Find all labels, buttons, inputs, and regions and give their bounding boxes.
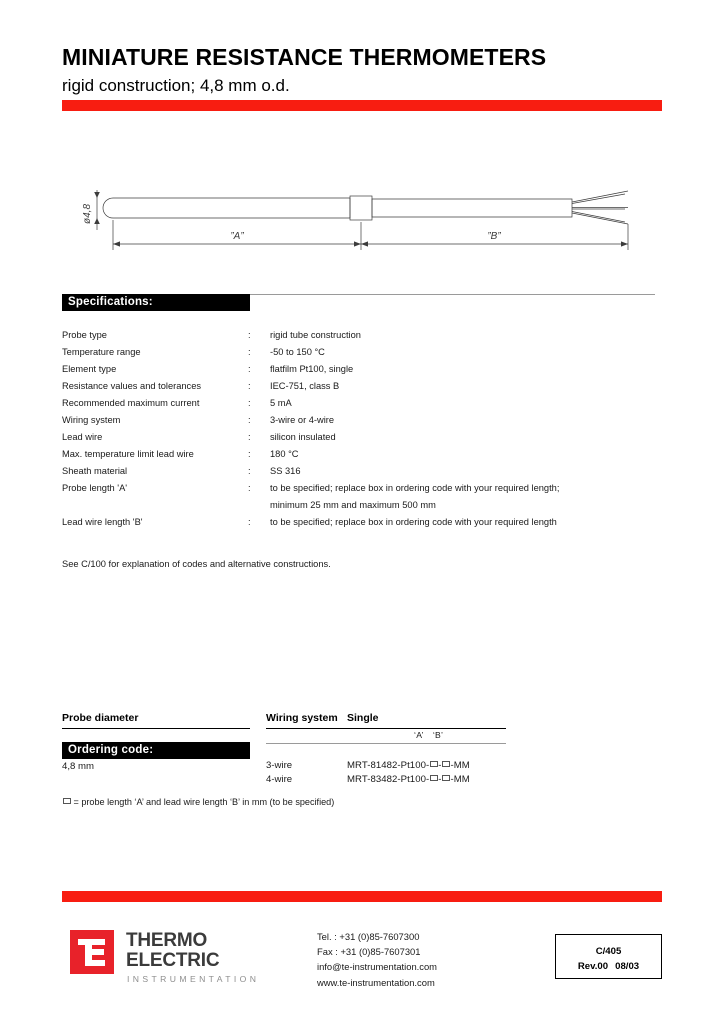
spec-label: Probe length 'A' <box>62 483 128 493</box>
spec-row <box>62 483 662 510</box>
specifications-heading: Specifications: <box>62 294 250 311</box>
spec-label: Lead wire <box>62 432 103 442</box>
ordering-footnote <box>62 797 334 807</box>
ordering-code-heading: Ordering code: <box>62 742 250 759</box>
contact-fax: Fax : +31 (0)85-7607301 <box>317 946 421 958</box>
spec-label: Recommended maximum current <box>62 398 200 408</box>
spec-colon: : <box>248 364 251 374</box>
spec-colon: : <box>248 516 251 527</box>
spec-value <box>270 483 662 510</box>
label-b: ‘B’ <box>432 730 444 740</box>
spec-value-line1: to be specified; replace box in ordering code with your required length; <box>270 483 560 493</box>
red-divider-bottom <box>62 891 662 902</box>
logo-line-instrumentation: INSTRUMENTATION <box>127 974 260 984</box>
code-prefix: MRT-83482-Pt100- <box>347 773 430 785</box>
placeholder-box-b-icon <box>442 761 450 767</box>
page-subtitle: rigid construction; 4,8 mm o.d. <box>62 76 290 95</box>
te-monogram-icon <box>70 930 114 974</box>
document-code: C/405 <box>595 946 622 957</box>
spec-row <box>62 364 662 374</box>
header-underline-left <box>62 728 250 729</box>
document-revision <box>556 961 661 972</box>
row-order-code <box>347 759 470 773</box>
spec-label: Probe type <box>62 330 107 340</box>
code-mid: - <box>438 760 442 771</box>
placeholder-box-icon <box>63 798 71 804</box>
page-title: MINIATURE RESISTANCE THERMOMETERS <box>62 44 547 70</box>
contact-email[interactable]: info@te-instrumentation.com <box>317 961 437 973</box>
spec-colon: : <box>248 330 251 340</box>
table-row <box>266 759 470 773</box>
logo-line-thermo: THERMO <box>126 930 208 951</box>
spec-label: Wiring system <box>62 415 121 425</box>
spec-colon: : <box>248 449 251 459</box>
spec-colon: : <box>248 483 251 493</box>
spec-value: -50 to 150 °C <box>270 347 325 357</box>
placeholder-box-b-icon <box>442 775 450 781</box>
probe-technical-drawing <box>80 178 640 260</box>
spec-value: flatfilm Pt100, single <box>270 364 354 374</box>
code-mid: - <box>438 773 442 785</box>
probe-diameter-value: 4,8 mm <box>62 761 94 772</box>
spec-row <box>62 398 662 408</box>
spec-value-line2: minimum 25 mm and maximum 500 mm <box>270 499 436 510</box>
table-row <box>266 773 470 787</box>
diameter-label: ø4,8 <box>82 203 93 225</box>
spec-value: 3-wire or 4-wire <box>270 415 335 425</box>
spec-colon: : <box>248 381 251 391</box>
spec-label: Temperature range <box>62 347 141 357</box>
spec-row <box>62 330 662 340</box>
row-wiring-type: 4-wire <box>266 773 293 785</box>
code-prefix: MRT-81482-Pt100- <box>347 760 430 771</box>
order-code-rows <box>266 759 470 786</box>
spec-label: Lead wire length 'B' <box>62 516 143 527</box>
spec-row <box>62 449 662 459</box>
spec-row <box>62 347 662 357</box>
spec-row <box>62 432 662 442</box>
placeholder-box-a-icon <box>430 761 438 767</box>
spec-colon: : <box>248 415 251 425</box>
spec-value: 5 mA <box>270 398 292 408</box>
ab-underline <box>266 743 506 744</box>
spec-colon: : <box>248 398 251 408</box>
row-wiring-type: 3-wire <box>266 760 293 771</box>
header-underline-right <box>266 728 506 729</box>
column-header-probe-diameter: Probe diameter <box>62 712 139 724</box>
specifications-list <box>62 330 662 534</box>
spec-value: rigid tube construction <box>270 330 361 340</box>
spec-value: to be specified; replace box in ordering code with your required length <box>270 516 557 527</box>
spec-label: Max. temperature limit lead wire <box>62 449 194 459</box>
placeholder-box-a-icon <box>430 775 438 781</box>
spec-row <box>62 381 662 391</box>
spec-colon: : <box>248 466 251 476</box>
code-suffix: -MM <box>450 760 470 771</box>
company-logo <box>70 928 280 998</box>
spec-colon: : <box>248 432 251 442</box>
row-order-code <box>347 773 470 787</box>
spec-label: Element type <box>62 364 117 374</box>
spec-row <box>62 466 662 476</box>
code-suffix: -MM <box>450 773 470 785</box>
contact-block <box>317 929 437 990</box>
spec-row <box>62 517 662 527</box>
probe-length-dimension-label: ”A” <box>230 231 244 242</box>
label-a: ‘A’ <box>414 730 424 740</box>
contact-website[interactable]: www.te-instrumentation.com <box>317 976 435 988</box>
contact-telephone: Tel. : +31 (0)85-7607300 <box>317 931 420 942</box>
spec-value: silicon insulated <box>270 432 336 442</box>
spec-value: 180 °C <box>270 449 299 459</box>
logo-line-electric: ELECTRIC <box>126 950 220 971</box>
footnote-text: = probe length ‘A’ and lead wire length ‘B’ in mm (to be specified) <box>73 797 335 807</box>
spec-value: SS 316 <box>270 466 301 476</box>
ab-column-labels <box>414 730 443 740</box>
specifications-rule <box>250 294 655 295</box>
spec-colon: : <box>248 347 251 357</box>
spec-row <box>62 415 662 425</box>
revision-number: Rev.00 <box>577 961 609 972</box>
spec-label: Resistance values and tolerances <box>62 381 202 391</box>
document-reference-box <box>555 934 662 979</box>
reference-note: See C/100 for explanation of codes and alternative constructions. <box>62 559 331 569</box>
spec-label: Sheath material <box>62 466 128 476</box>
lead-length-dimension-label: ”B” <box>487 231 501 242</box>
spec-value: IEC-751, class B <box>270 381 340 391</box>
column-header-wiring-system: Wiring system <box>266 712 338 724</box>
red-divider-top <box>62 100 662 111</box>
revision-date: 08/03 <box>615 961 640 972</box>
column-header-single: Single <box>347 712 379 724</box>
